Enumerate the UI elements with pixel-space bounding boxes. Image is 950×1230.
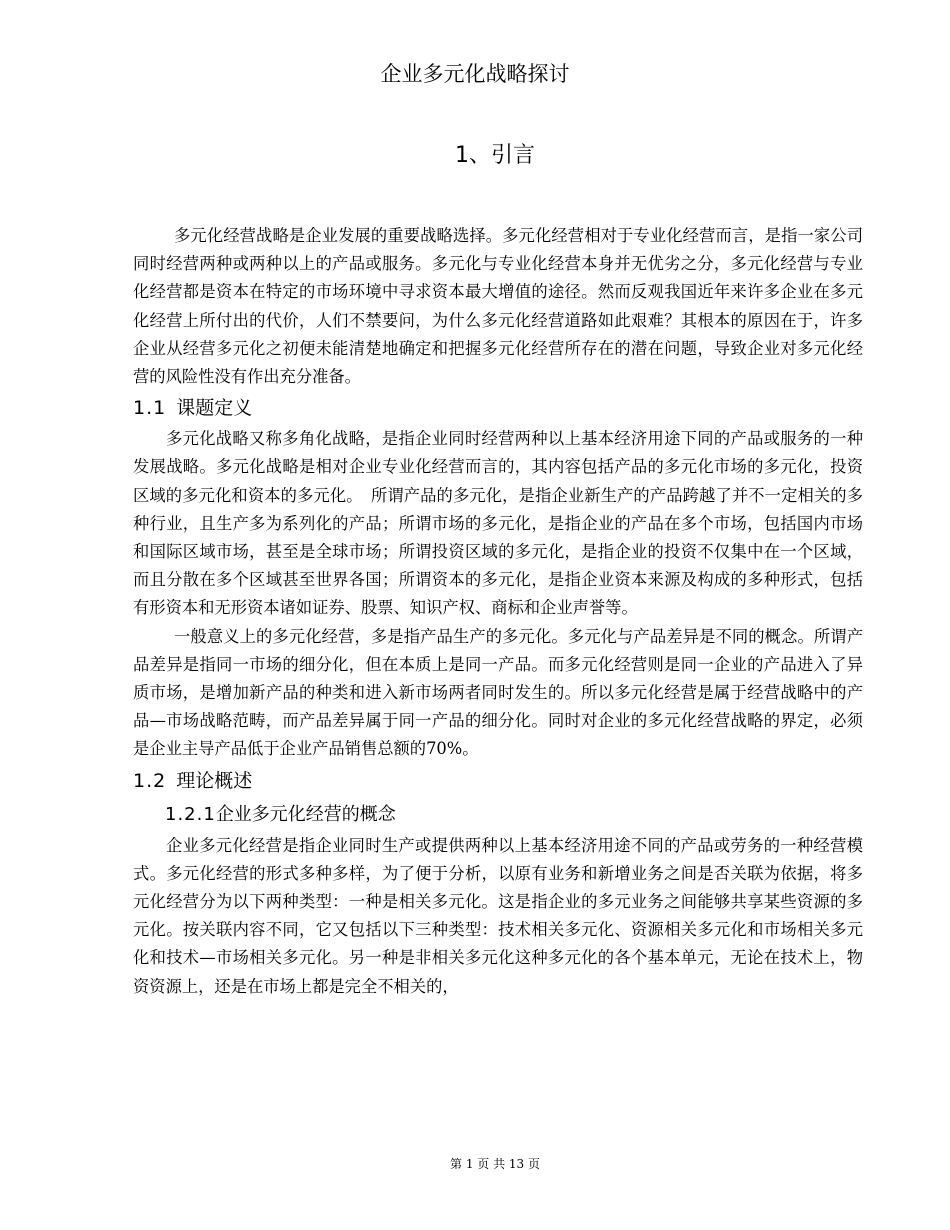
page-footer: 第 1 页 共 13 页: [450, 1157, 540, 1171]
section-title: 理论概述: [176, 769, 253, 792]
section-heading-1-1: [133, 391, 863, 425]
chapter-heading: 1、引言: [455, 143, 535, 168]
section-1-1-paragraph-2: 一般意义上的多元化经营，多是指产品生产的多元化。多元化与产品差异是不同的概念。所谓产品差异是指同一市场的细分化，但在本质上是同一产品。而多元化经营则是同一企业的产品进入了异质市场，是增加新产品的种类和进入新市场两者同时发生的。所以多元化经营是属于经营战略中的产品—市场战略范畴，而产品差异属于同一产品的细分化。同时对企业的多元化经营战略的界定，必须是企业主导产品低于企业产品销售总额的70%。: [133, 626, 863, 759]
section-number: 1.2: [133, 769, 167, 792]
document-title: 企业多元化战略探讨: [380, 62, 570, 86]
subsection-heading-1-2-1: [133, 798, 863, 832]
subsection-number: 1.2.1: [165, 803, 216, 825]
document-body: [133, 222, 863, 1001]
section-title: 课题定义: [176, 397, 253, 420]
section-heading-1-2: [133, 764, 863, 798]
section-number: 1.1: [133, 397, 167, 420]
intro-paragraph: 多元化经营战略是企业发展的重要战略选择。多元化经营相对于专业化经营而言，是指一家公司同时经营两种或两种以上的产品或服务。多元化与专业化经营本身并无优劣之分，多元化经营与专业化经营都是资本在特定的市场环境中寻求资本最大增值的途径。然而反观我国近年来许多企业在多元化经营上所付出的代价，人们不禁要问，为什么多元化经营道路如此艰难？其根本的原因在于，许多企业从经营多元化之初便未能清楚地确定和把握多元化经营所存在的潜在问题，导致企业对多元化经营的风险性没有作出充分准备。: [133, 226, 863, 387]
section-1-1-paragraph-1: 多元化战略又称多角化战略，是指企业同时经营两种以上基本经济用途下同的产品或服务的一种发展战略。多元化战略是相对企业专业化经营而言的，其内容包括产品的多元化市场的多元化，投资区域的多元化和资本的多元化。 所谓产品的多元化，是指企业新生产的产品跨越了并不一定相关的多种行业，且生产多为系列化的产品；所谓市场的多元化，是指企业的产品在多个市场，包括国内市场和国际区域市场，甚至是全球市场；所谓投资区域的多元化，是指企业的投资不仅集中在一个区域，而且分散在多个区域甚至世界各国；所谓资本的多元化，是指企业资本来源及构成的多种形式，包括有形资本和无形资本诸如证券、股票、知识产权、商标和企业声誉等。: [133, 429, 863, 618]
subsection-title: 企业多元化经营的概念: [215, 803, 396, 825]
subsection-1-2-1-paragraph-1: 企业多元化经营是指企业同时生产或提供两种以上基本经济用途不同的产品或劳务的一种经营模式。多元化经营的形式多种多样，为了便于分析，以原有业务和新增业务之间是否关联为依据，将多元化经营分为以下两种类型：一种是相关多元化。这是指企业的多元业务之间能够共享某些资源的多元化。按关联内容不同，它又包括以下三种类型：技术相关多元化、资源相关多元化和市场相关多元化和技术—市场相关多元化。另一种是非相关多元化这种多元化的各个基本单元，无论在技术上，物资资源上，还是在市场上都是完全不相关的，: [133, 835, 863, 996]
